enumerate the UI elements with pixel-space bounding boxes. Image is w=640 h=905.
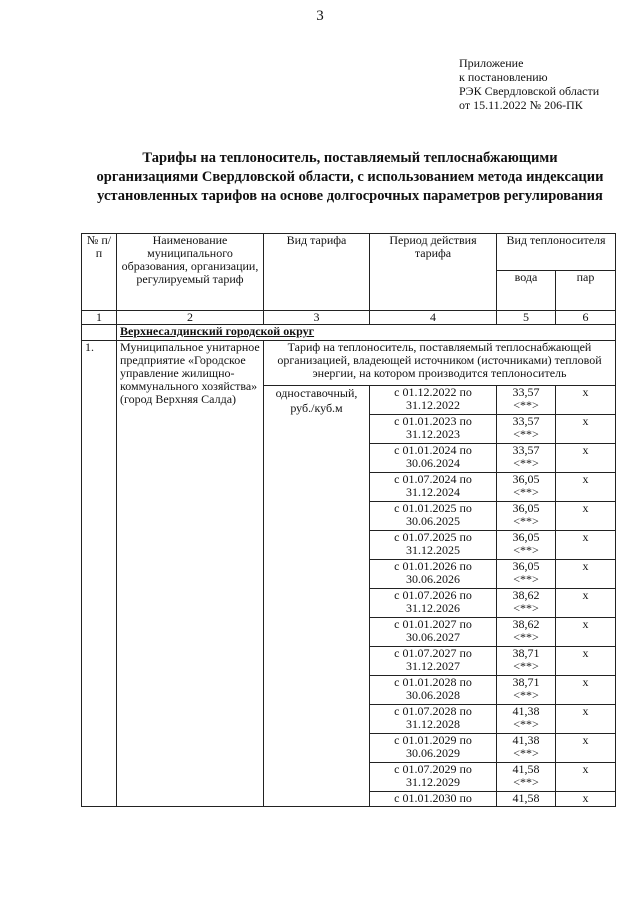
appendix-block <box>459 56 599 112</box>
period-cell <box>370 705 497 734</box>
appendix-line: от 15.11.2022 № 206-ПК <box>459 98 583 112</box>
period-to: 31.12.2026 <box>406 601 460 615</box>
footnote-marker: <**> <box>513 543 539 557</box>
footnote-marker: <**> <box>513 427 539 441</box>
steam-tariff-value: х <box>556 386 616 415</box>
period-to: 31.12.2025 <box>406 543 460 557</box>
water-tariff-value: 41,38 <box>512 704 540 718</box>
appendix-line: РЭК Свердловской области <box>459 84 600 98</box>
period-to: 30.06.2027 <box>406 630 460 644</box>
water-tariff-value: 41,38 <box>512 733 540 747</box>
period-to: 30.06.2024 <box>406 456 460 470</box>
water-tariff-cell <box>497 531 556 560</box>
column-number: 6 <box>556 311 616 325</box>
period-cell <box>370 531 497 560</box>
water-tariff-cell <box>497 705 556 734</box>
period-from: с 01.07.2024 по <box>394 472 472 486</box>
tariff-type: одноставочный, руб./куб.м <box>264 386 370 807</box>
steam-tariff-value: х <box>556 618 616 647</box>
steam-tariff-value: х <box>556 705 616 734</box>
period-cell <box>370 647 497 676</box>
period-from: с 01.07.2029 по <box>394 762 472 776</box>
water-tariff-cell <box>497 589 556 618</box>
water-tariff-cell <box>497 647 556 676</box>
water-tariff-value: 36,05 <box>512 530 540 544</box>
period-from: с 01.07.2025 по <box>394 530 472 544</box>
period-from: с 01.01.2023 по <box>394 414 472 428</box>
column-number: 4 <box>370 311 497 325</box>
tariff-caption: Тариф на теплоноситель, поставляемый теплоснабжающей организацией, владеющей источником (источниками) тепловой энергии, на котором производится теплоноситель <box>264 341 616 386</box>
period-from: с 01.07.2026 по <box>394 588 472 602</box>
water-tariff-cell <box>497 676 556 705</box>
period-to: 31.12.2029 <box>406 775 460 789</box>
period-to: 30.06.2025 <box>406 514 460 528</box>
row-number: 1. <box>82 341 117 807</box>
column-number: 1 <box>82 311 117 325</box>
footnote-marker: <**> <box>513 746 539 760</box>
period-cell <box>370 415 497 444</box>
water-tariff-value: 33,57 <box>512 414 540 428</box>
footnote-marker: <**> <box>513 456 539 470</box>
header-coolant-type: Вид теплоносителя <box>497 234 616 271</box>
steam-tariff-value: х <box>556 792 616 807</box>
period-from: с 01.01.2026 по <box>394 559 472 573</box>
header-steam: пар <box>556 271 616 311</box>
footnote-marker: <**> <box>513 572 539 586</box>
steam-tariff-value: х <box>556 676 616 705</box>
period-to: 31.12.2022 <box>406 398 460 412</box>
water-tariff-value: 38,71 <box>512 646 540 660</box>
water-tariff-cell <box>497 502 556 531</box>
water-tariff-value: 33,57 <box>512 443 540 457</box>
water-tariff-value: 38,62 <box>512 617 540 631</box>
title-line: Тарифы на теплоноситель, поставляемый теплоснабжающими <box>142 150 558 166</box>
steam-tariff-value: х <box>556 763 616 792</box>
water-tariff-cell <box>497 386 556 415</box>
footnote-marker: <**> <box>513 659 539 673</box>
period-from: с 01.07.2028 по <box>394 704 472 718</box>
footnote-marker: <**> <box>513 775 539 789</box>
water-tariff-value: 36,05 <box>512 472 540 486</box>
period-cell <box>370 473 497 502</box>
footnote-marker: <**> <box>513 630 539 644</box>
water-tariff-value: 36,05 <box>512 559 540 573</box>
footnote-marker: <**> <box>513 717 539 731</box>
period-cell <box>370 444 497 473</box>
title-line: организациями Свердловской области, с использованием метода индексации <box>96 169 604 185</box>
period-to: 31.12.2023 <box>406 427 460 441</box>
period-to: 30.06.2028 <box>406 688 460 702</box>
header-organization: Наименование муниципального образования, организации, регулируемый тариф <box>117 234 264 311</box>
header-period: Период действия тарифа <box>370 234 497 311</box>
water-tariff-cell <box>497 734 556 763</box>
water-tariff-value: 41,58 <box>512 762 540 776</box>
title-line: установленных тарифов на основе долгосрочных параметров регулирования <box>97 188 603 204</box>
period-cell <box>370 676 497 705</box>
appendix-line: к постановлению <box>459 70 548 84</box>
period-from: с 01.01.2028 по <box>394 675 472 689</box>
water-tariff-value: 38,62 <box>512 588 540 602</box>
water-tariff-cell <box>497 763 556 792</box>
period-cell <box>370 589 497 618</box>
header-tariff-type: Вид тарифа <box>264 234 370 311</box>
tariff-table <box>81 233 616 807</box>
region-spacer <box>82 325 117 341</box>
steam-tariff-value: х <box>556 647 616 676</box>
steam-tariff-value: х <box>556 415 616 444</box>
water-tariff-value: 33,57 <box>512 385 540 399</box>
appendix-line: Приложение <box>459 56 524 70</box>
header-number: № п/п <box>82 234 117 311</box>
water-tariff-value: 38,71 <box>512 675 540 689</box>
period-from: с 01.01.2025 по <box>394 501 472 515</box>
column-number: 2 <box>117 311 264 325</box>
document-title <box>70 149 630 206</box>
period-cell <box>370 734 497 763</box>
footnote-marker: <**> <box>513 398 539 412</box>
period-to: 31.12.2028 <box>406 717 460 731</box>
steam-tariff-value: х <box>556 473 616 502</box>
water-tariff-cell <box>497 444 556 473</box>
period-from: с 01.01.2027 по <box>394 617 472 631</box>
page-number: 3 <box>316 8 324 24</box>
footnote-marker: <**> <box>513 601 539 615</box>
water-tariff-value: 36,05 <box>512 501 540 515</box>
steam-tariff-value: х <box>556 531 616 560</box>
period-cell <box>370 560 497 589</box>
period-cell <box>370 618 497 647</box>
period-from: с 01.07.2027 по <box>394 646 472 660</box>
steam-tariff-value: х <box>556 502 616 531</box>
water-tariff-cell <box>497 560 556 589</box>
period-to: 31.12.2024 <box>406 485 460 499</box>
steam-tariff-value: х <box>556 734 616 763</box>
steam-tariff-value: х <box>556 589 616 618</box>
steam-tariff-value: х <box>556 560 616 589</box>
period-to: 31.12.2027 <box>406 659 460 673</box>
column-number: 3 <box>264 311 370 325</box>
steam-tariff-value: х <box>556 444 616 473</box>
footnote-marker: <**> <box>513 514 539 528</box>
column-number: 5 <box>497 311 556 325</box>
period-to: 30.06.2029 <box>406 746 460 760</box>
period-from: с 01.01.2024 по <box>394 443 472 457</box>
period-to: 30.06.2026 <box>406 572 460 586</box>
footnote-marker: <**> <box>513 485 539 499</box>
period-cell <box>370 763 497 792</box>
water-tariff-cell <box>497 473 556 502</box>
water-tariff-cell <box>497 618 556 647</box>
footnote-marker: <**> <box>513 688 539 702</box>
period-cell <box>370 502 497 531</box>
period-from: с 01.12.2022 по <box>394 385 472 399</box>
period-from: с 01.01.2030 по <box>370 792 497 807</box>
water-tariff-cell <box>497 415 556 444</box>
period-cell <box>370 386 497 415</box>
water-tariff-value: 41,58 <box>497 792 556 807</box>
header-water: вода <box>497 271 556 311</box>
period-from: с 01.01.2029 по <box>394 733 472 747</box>
organization-name: Муниципальное унитарное предприятие «Городское управление жилищно-коммунального хозяйства» (город Верхняя Салда) <box>117 341 264 807</box>
region-name: Верхнесалдинский городской округ <box>117 325 616 341</box>
